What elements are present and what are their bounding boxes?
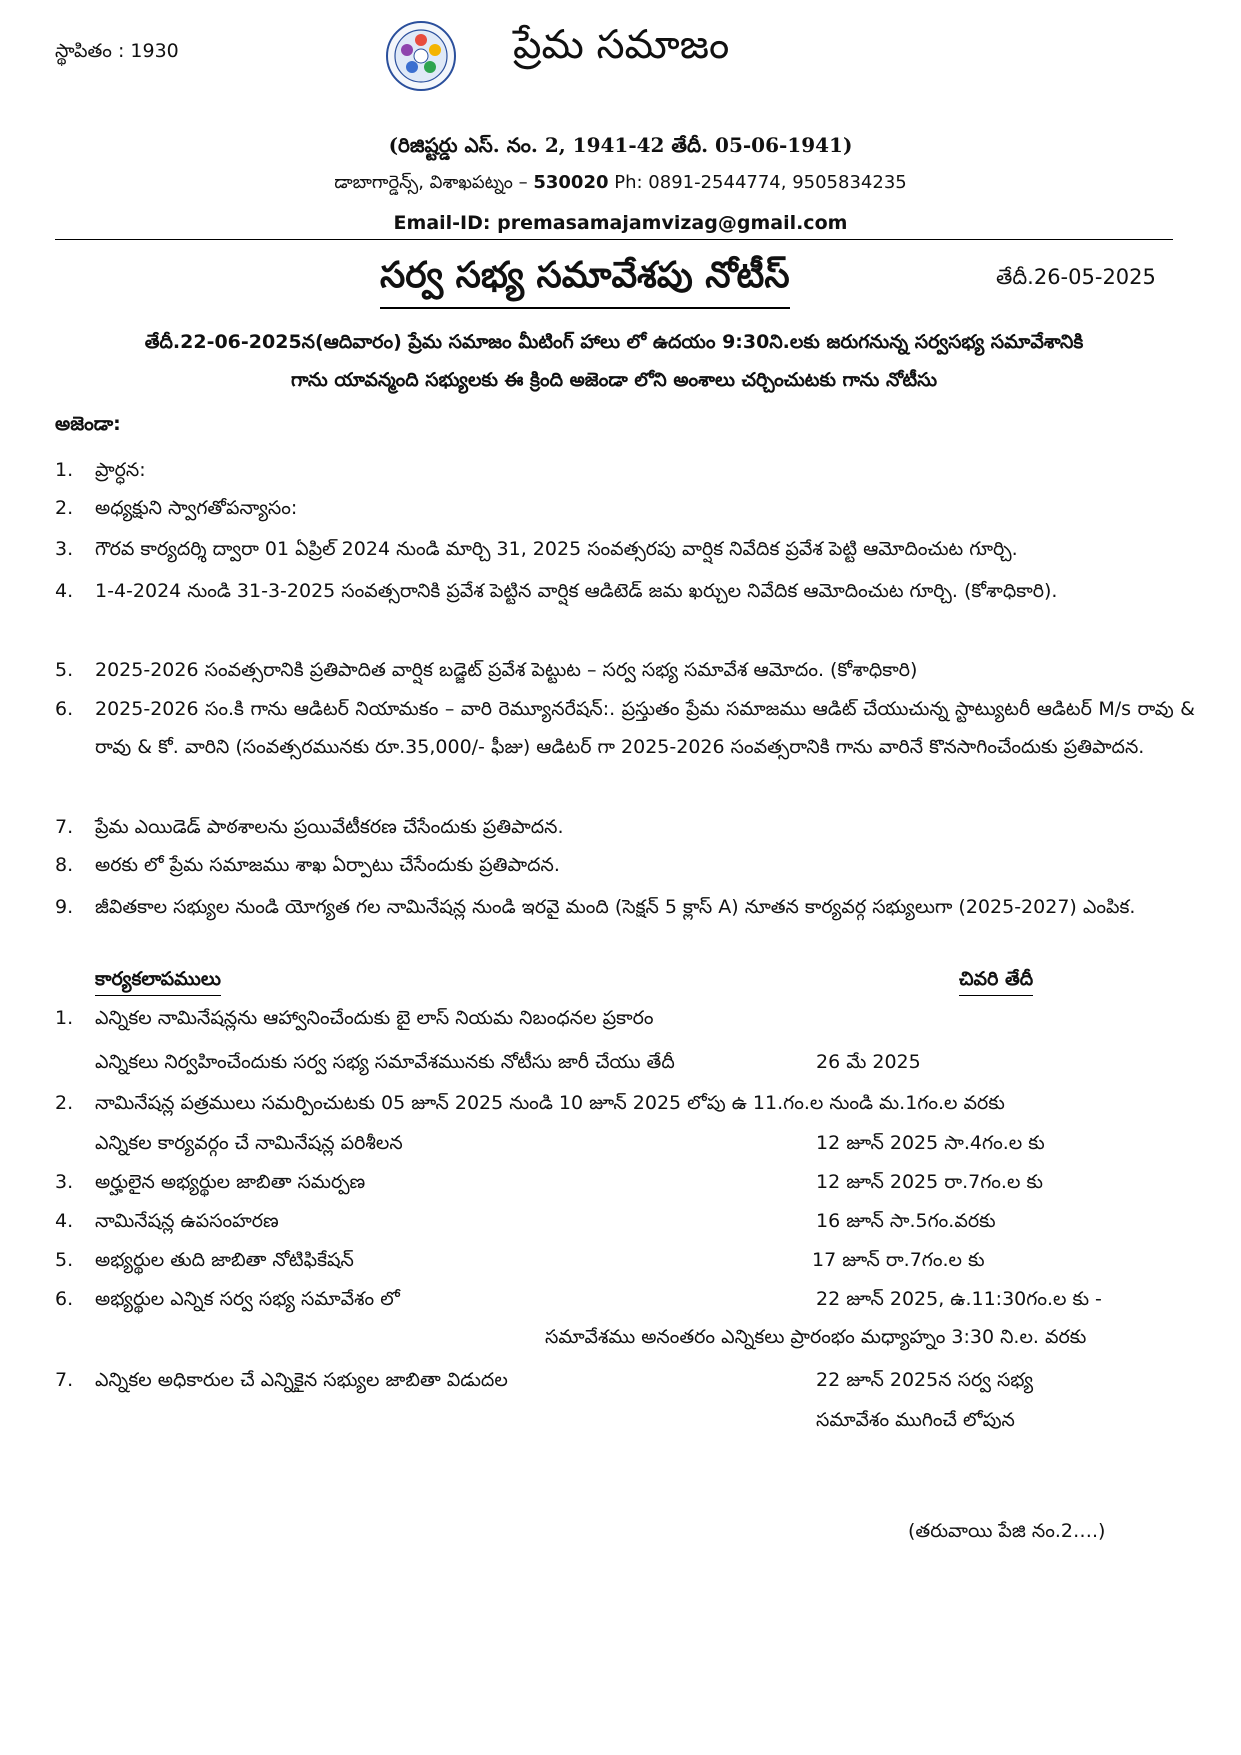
schedule-row-number: 4. xyxy=(55,1210,74,1232)
agenda-item-text: అరకు లో ప్రేమ సమాజము శాఖ ఏర్పాటు చేసేందుకు ప్రతిపాదన. xyxy=(95,854,560,876)
agenda-item-number: 1. xyxy=(55,459,74,481)
agenda-item-text: జీవితకాల సభ్యుల నుండి యోగ్యత గల నామినేషన్ల నుండి ఇరవై మంది (సెక్షన్ 5 క్లాస్ A) నూతన కార్యవర్గ సభ్యులుగా (2025-2027) ఎంపిక. xyxy=(95,896,1136,918)
agenda-item-text: ప్రార్ధన: xyxy=(95,459,146,481)
agenda-item-number: 7. xyxy=(55,816,74,838)
schedule-row-date: 12 జూన్ 2025 సా.4గం.ల కు xyxy=(816,1132,1045,1154)
agenda-item xyxy=(55,451,1195,489)
email-line: Email-ID: premasamajamvizag@gmail.com xyxy=(393,212,848,234)
agenda-item xyxy=(55,888,1195,926)
schedule-row-number: 3. xyxy=(55,1171,74,1193)
agenda-item-number: 2. xyxy=(55,497,74,519)
agenda-item-number: 4. xyxy=(55,580,74,602)
agenda-item-number: 5. xyxy=(55,659,74,681)
established-year: స్థాపితం : 1930 xyxy=(55,40,179,62)
schedule-row-date: 22 జూన్ 2025న సర్వ సభ్య xyxy=(816,1369,1034,1391)
schedule-row-date: 22 జూన్ 2025, ఉ.11:30గం.ల కు - xyxy=(816,1288,1102,1310)
schedule-row-note: సమావేశము అనంతరం ఎన్నికలు ప్రారంభం మధ్యాహ్నం 3:30 ని.ల. వరకు xyxy=(545,1326,1087,1348)
agenda-item-number: 3. xyxy=(55,538,74,560)
agenda-item-number: 9. xyxy=(55,896,74,918)
agenda-item xyxy=(55,846,1195,884)
schedule-row-text: నామినేషన్ల పత్రములు సమర్పించుటకు 05 జూన్ 2025 నుండి 10 జూన్ 2025 లోపు ఉ 11.గం.ల నుండి మ.1గం.ల వరకు xyxy=(95,1092,1005,1114)
agenda-item-number: 8. xyxy=(55,854,74,876)
agenda-item-text: 2025-2026 సం.కి గాను ఆడిటర్ నియామకం – వారి రెమ్యూనరేషన్:. ప్రస్తుతం ప్రేమ సమాజము ఆడిట్ చేయుచున్న స్టాట్యుటరీ ఆడిటర్ M/s రావు & రావు & కో. వారిని (సంవత్సరమునకు రూ.35,000/- ఫీజు) ఆడిటర్ గా 2025-2026 సంవత్సరానికి గాను వారినే కొనసాగించేందుకు ప్రతిపాదన. xyxy=(95,698,1195,758)
agenda-item-number: 6. xyxy=(55,698,74,720)
organization-name: ప్రేమ సమాజం xyxy=(513,22,730,68)
schedule-row-date: 16 జూన్ సా.5గం.వరకు xyxy=(816,1210,996,1232)
agenda-item xyxy=(55,530,1195,568)
schedule-row-date: 12 జూన్ 2025 రా.7గం.ల కు xyxy=(816,1171,1043,1193)
phone-numbers: Ph: 0891-2544774, 9505834235 xyxy=(608,172,907,193)
notice-intro xyxy=(55,323,1173,399)
schedule-row-text: అభ్యర్థుల తుది జాబితా నోటిఫికేషన్ xyxy=(95,1249,354,1271)
intro-line-1: తేదీ.22-06-2025న(ఆదివారం) ప్రేమ సమాజం మీటింగ్ హాలు లో ఉదయం 9:30ని.లకు జరుగనున్న సర్వసభ్య సమావేశానికి xyxy=(144,331,1084,353)
schedule-activity-header: కార్యకలాపములు xyxy=(95,968,221,996)
schedule-row-date: 17 జూన్ రా.7గం.ల కు xyxy=(812,1249,985,1271)
intro-line-2: గాను యావన్మంది సభ్యులకు ఈ క్రింది అజెండా లోని అంశాలు చర్చించుటకు గాను నోటీసు xyxy=(290,369,938,391)
address-line xyxy=(0,172,1241,197)
schedule-date-header: చివరి తేదీ xyxy=(959,968,1033,996)
schedule-row-text: ఎన్నికలు నిర్వహించేందుకు సర్వ సభ్య సమావేశమునకు నోటీసు జారీ చేయు తేదీ xyxy=(95,1051,675,1073)
schedule-row-text: ఎన్నికల నామినేషన్లను ఆహ్వానించేందుకు బై లాస్ నియమ నిబంధనల ప్రకారం xyxy=(95,1007,654,1029)
schedule-row-text: ఎన్నికల అధికారుల చే ఎన్నికైన సభ్యుల జాబితా విడుదల xyxy=(95,1369,508,1391)
schedule-row-number: 5. xyxy=(55,1249,74,1271)
notice-date: తేదీ.26-05-2025 xyxy=(996,265,1156,289)
agenda-item xyxy=(55,572,1195,610)
prema-samajam-logo xyxy=(385,20,457,92)
schedule-row-number: 1. xyxy=(55,1007,74,1029)
schedule-row-date: సమావేశం ముగించే లోపున xyxy=(816,1409,1015,1431)
schedule-row-text: ఎన్నికల కార్యవర్గం చే నామినేషన్ల పరిశీలన xyxy=(95,1132,403,1154)
agenda-item-text: అధ్యక్షుని స్వాగతోపన్యాసం: xyxy=(95,497,298,519)
agenda-item-text: 1-4-2024 నుండి 31-3-2025 సంవత్సరానికి ప్రవేశ పెట్టిన వార్షిక ఆడిటెడ్ జమ ఖర్చుల నివేదిక ఆమోదించుట గూర్చి. (కోశాధికారి). xyxy=(95,580,1058,602)
schedule-row-date: 26 మే 2025 xyxy=(816,1051,921,1073)
schedule-row-text: నామినేషన్ల ఉపసంహరణ xyxy=(95,1210,279,1232)
address-pincode: 530020 xyxy=(533,172,609,193)
page-continuation-note: (తరువాయి పేజి నం.2….) xyxy=(908,1520,1106,1542)
agenda-item xyxy=(55,808,1195,846)
agenda-item-text: ప్రేమ ఎయిడెడ్ పాఠశాలను ప్రయివేటీకరణ చేసేందుకు ప్రతిపాదన. xyxy=(95,816,564,838)
agenda-heading: అజెండా: xyxy=(55,413,121,435)
schedule-row-text: అర్హులైన అభ్యర్థుల జాబితా సమర్పణ xyxy=(95,1171,366,1193)
schedule-row-text: అభ్యర్థుల ఎన్నిక సర్వ సభ్య సమావేశం లో xyxy=(95,1288,400,1310)
agenda-item xyxy=(55,690,1195,766)
header-divider xyxy=(55,239,1173,240)
notice-title: సర్వ సభ్య సమావేశపు నోటీస్ xyxy=(380,255,790,309)
schedule-row-number: 6. xyxy=(55,1288,74,1310)
agenda-item xyxy=(55,651,1195,689)
agenda-item xyxy=(55,489,1195,527)
schedule-row-number: 2. xyxy=(55,1092,74,1114)
agenda-item-text: 2025-2026 సంవత్సరానికి ప్రతిపాదిత వార్షిక బడ్జెట్ ప్రవేశ పెట్టుట – సర్వ సభ్య సమావేశ ఆమోదం. (కోశాధికారి) xyxy=(95,659,918,681)
address-text: డాబాగార్డెన్స్, విశాఖపట్నం – xyxy=(334,172,534,193)
registration-line: (రిజిష్టర్డు ఎస్. నం. 2, 1941-42 తేదీ. 05-06-1941) xyxy=(388,133,853,157)
schedule-row-number: 7. xyxy=(55,1369,74,1391)
agenda-item-text: గౌరవ కార్యదర్శి ద్వారా 01 ఏప్రిల్ 2024 నుండి మార్చి 31, 2025 సంవత్సరపు వార్షిక నివేదిక ప్రవేశ పెట్టి ఆమోదించుట గూర్చి. xyxy=(95,538,1018,560)
